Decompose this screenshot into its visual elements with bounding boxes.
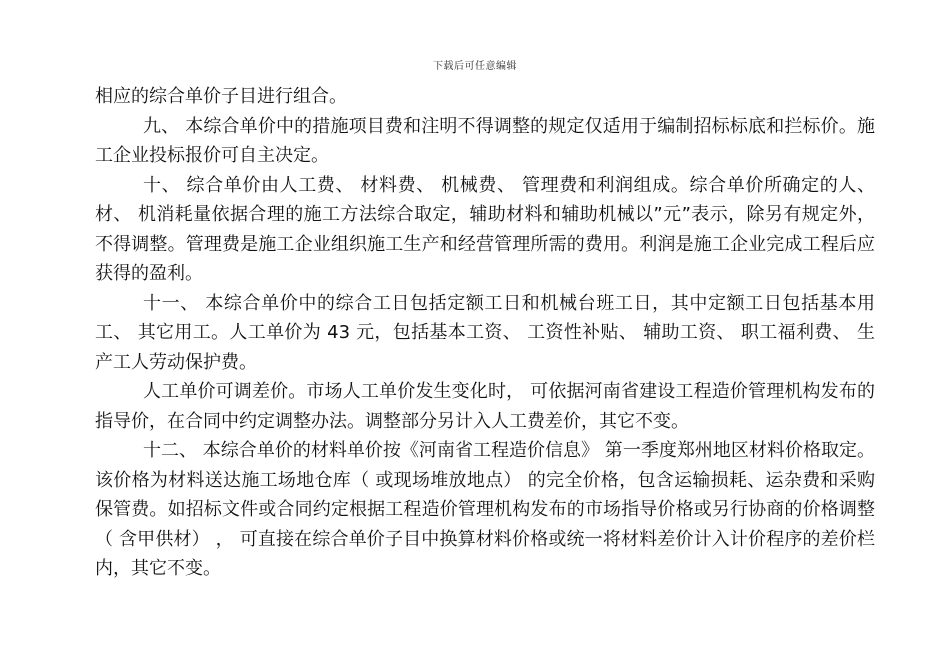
document-body	[95, 82, 875, 584]
paragraph-continuation: 相应的综合单价子目进行组合。	[95, 86, 347, 107]
paragraph-item-11: 十一、 本综合单价中的综合工日包括定额工日和机械台班工日，其中定额工日包括基本用工、 其它用工。人工单价为 43 元，包括基本工资、 工资性补贴、 辅助工资、 职工福利费、 生产工人劳动保护费。	[95, 292, 875, 373]
header-note: 下载后可任意编辑	[433, 61, 517, 72]
paragraph-item-9: 九、 本综合单价中的措施项目费和注明不得调整的规定仅适用于编制招标标底和拦标价。施工企业投标报价可自主决定。	[95, 115, 875, 166]
paragraph-labor-price: 人工单价可调差价。市场人工单价发生变化时， 可依据河南省建设工程造价管理机构发布的指导价，在合同中约定调整办法。调整部分另计入人工费差价，其它不变。	[95, 381, 875, 432]
paragraph-item-10: 十、 综合单价由人工费、 材料费、 机械费、 管理费和利润组成。综合单价所确定的人、 材、 机消耗量依据合理的施工方法综合取定，辅助材料和辅助机械以”元”表示，除另有规定外，不得调整。管理费是施工企业组织施工生产和经营管理所需的费用。利润是施工企业完成工程后应获得的盈利。	[95, 174, 875, 284]
paragraph-item-12: 十二、 本综合单价的材料单价按《河南省工程造价信息》 第一季度郑州地区材料价格取定。该价格为材料送达施工场地仓库（ 或现场堆放地点） 的完全价格，包含运输损耗、运杂费和采购保管费。如招标文件或合同约定根据工程造价管理机构发布的市场指导价格或另行协商的价格调整（ 含甲供材） ， 可直接在综合单价子目中换算材料价格或统一将材料差价计入计价程序的差价栏内，其它不变。	[95, 440, 875, 579]
